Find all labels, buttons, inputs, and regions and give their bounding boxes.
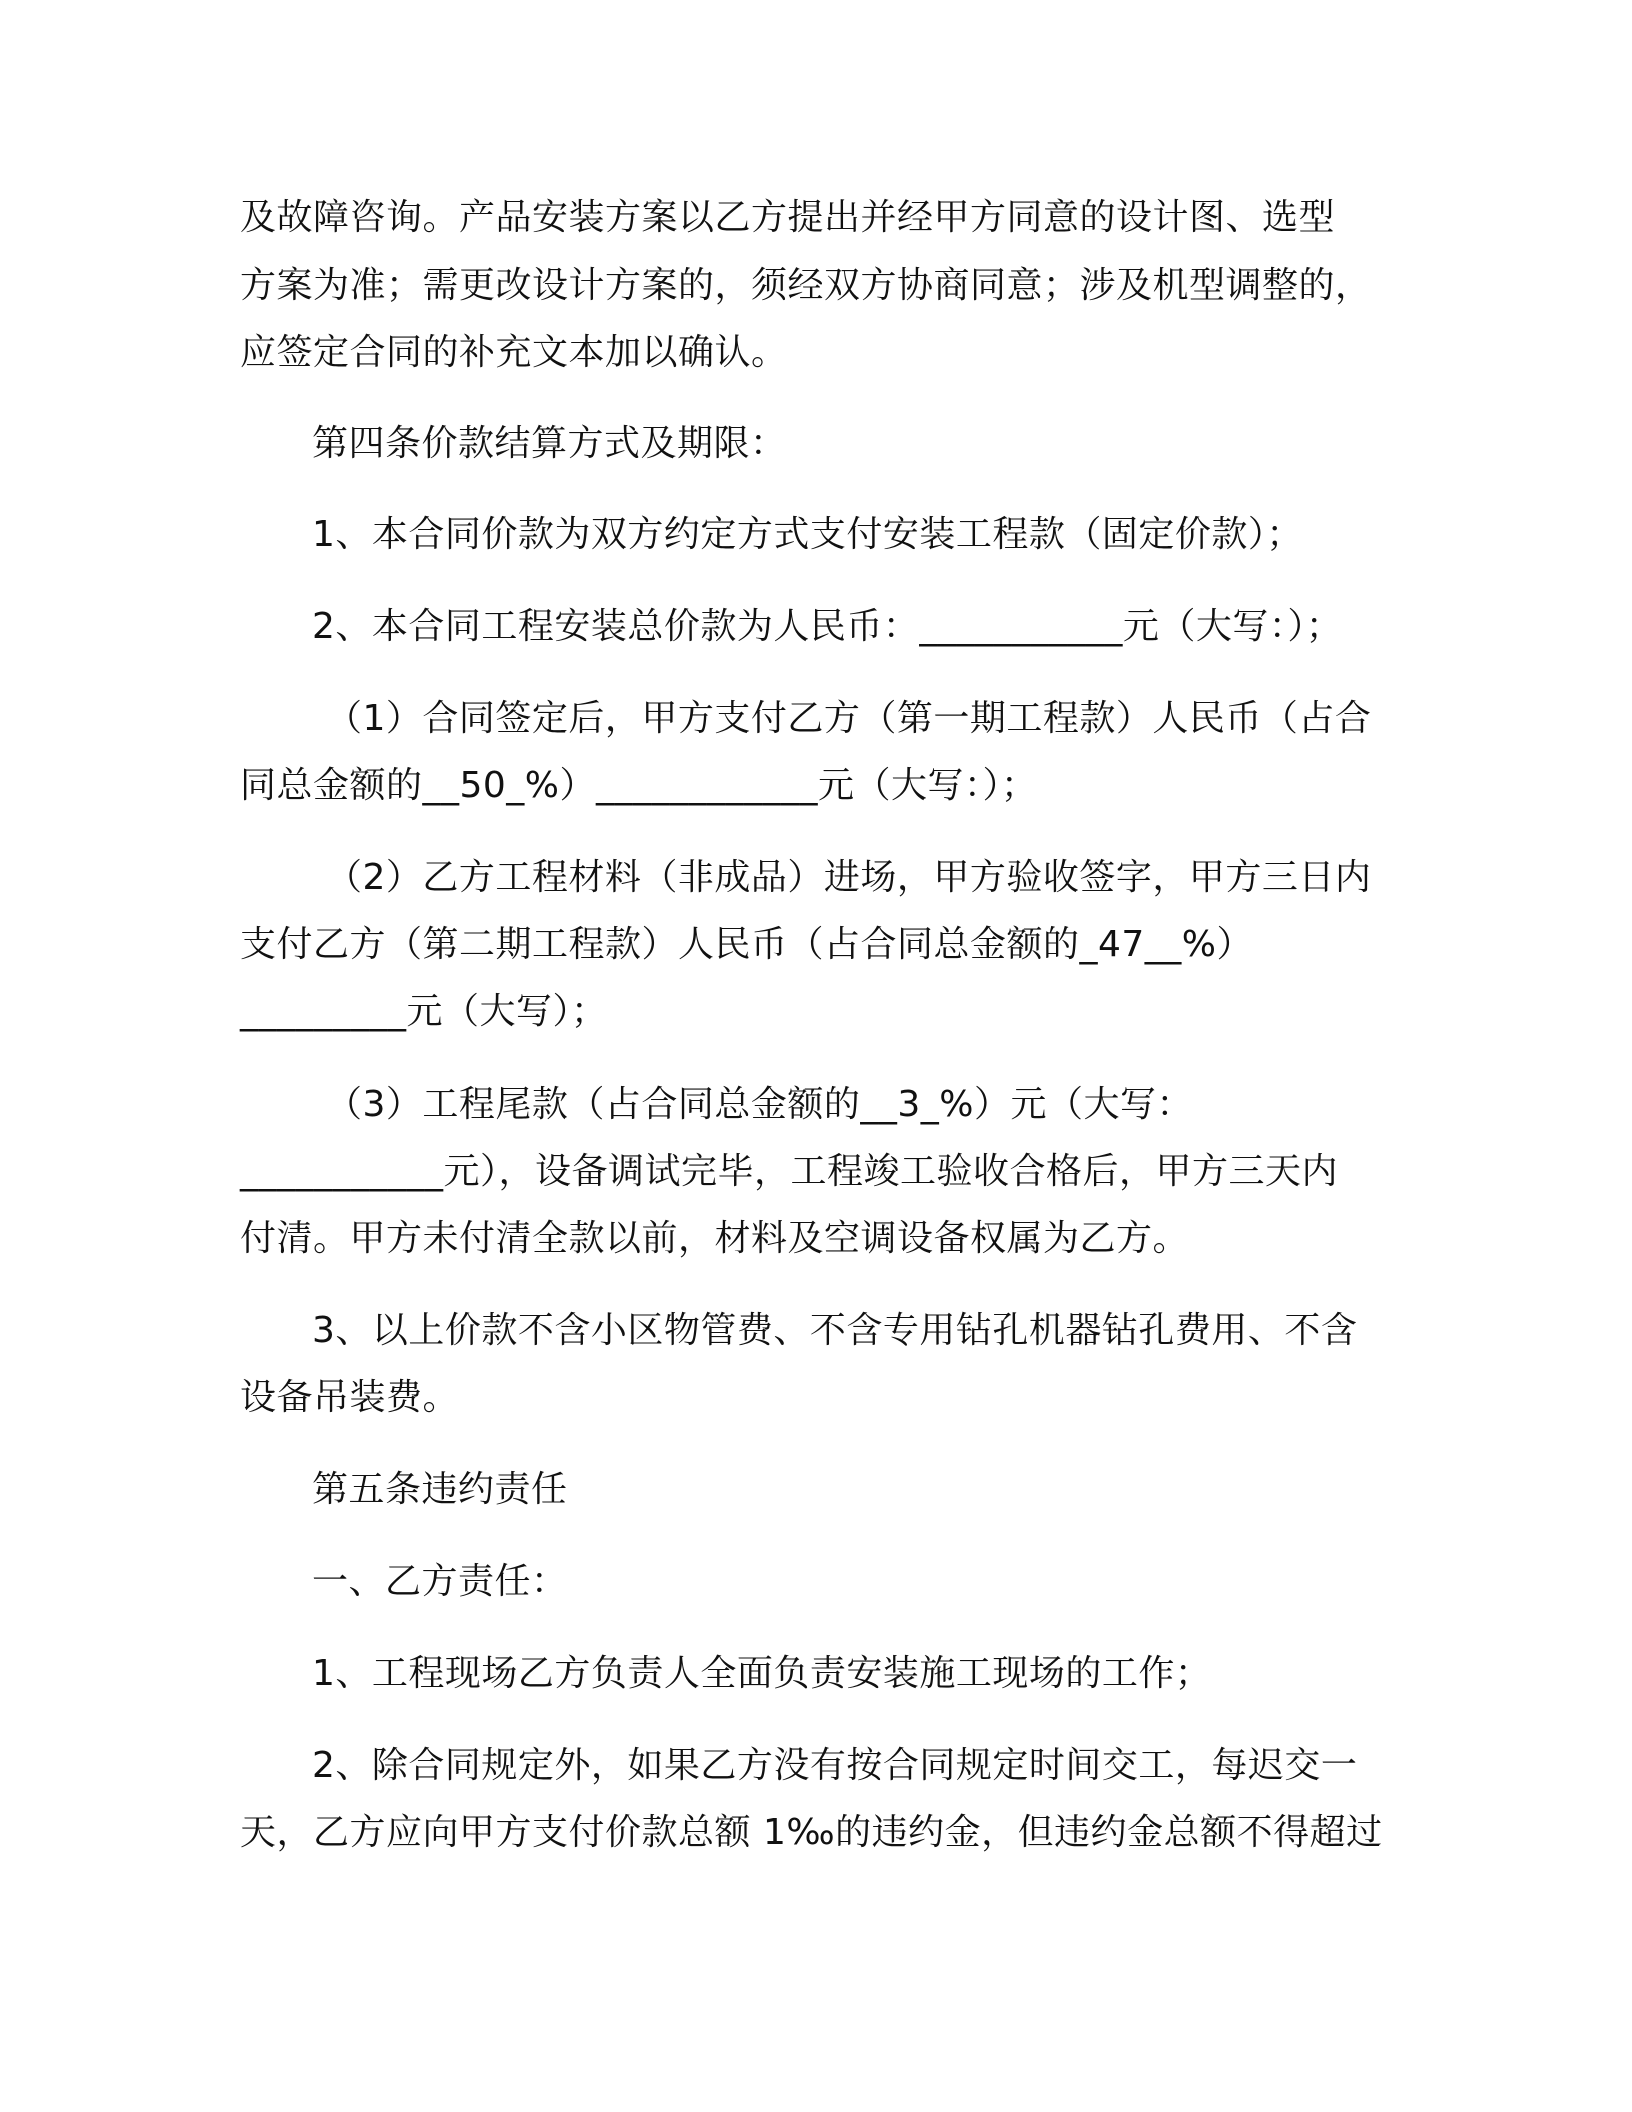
- clause-5-2-line-2: 天，乙方应向甲方支付价款总额 1‰的违约金，但违约金总额不得超过: [240, 1812, 1383, 1853]
- text-line-3: 应签定合同的补充文本加以确认。: [240, 332, 788, 373]
- text-line-2: 方案为准；需更改设计方案的，须经双方协商同意；涉及机型调整的，: [240, 265, 1372, 306]
- clause-4-2-2-line-2: 支付乙方（第二期工程款）人民币（占合同总金额的_47__%）: [240, 924, 1254, 965]
- clause-5-2-line-1: 2、除合同规定外，如果乙方没有按合同规定时间交工，每迟交一: [312, 1745, 1358, 1786]
- clause-4-2-1-line-1: （1）合同签定后，甲方支付乙方（第一期工程款）人民币（占合: [326, 698, 1372, 739]
- clause-4-2-3-line-3: 付清。甲方未付清全款以前，材料及空调设备权属为乙方。: [240, 1218, 1190, 1259]
- clause-4-2-2-line-3: _________元（大写）；: [240, 991, 608, 1032]
- clause-5-1: 1、工程现场乙方负责人全面负责安装施工现场的工作；: [312, 1653, 1212, 1694]
- clause-4-3-line-2: 设备吊装费。: [240, 1377, 460, 1418]
- clause-4-1: 1、本合同价款为双方约定方式支付安装工程款（固定价款）；: [312, 514, 1303, 555]
- text-line-1: 及故障咨询。产品安装方案以乙方提出并经甲方同意的设计图、选型: [240, 197, 1336, 238]
- clause-4-2-1-line-2: 同总金额的__50_%）____________元（大写：）；: [240, 765, 1038, 806]
- section-heading-article-5: 第五条违约责任: [312, 1469, 568, 1510]
- subheading-party-b-responsibility: 一、乙方责任：: [312, 1561, 568, 1602]
- clause-4-2-3-line-1: （3）工程尾款（占合同总金额的__3_%）元（大写：: [326, 1084, 1194, 1125]
- clause-4-2-3-line-2: ___________元），设备调试完毕，工程竣工验收合格后，甲方三天内: [240, 1151, 1339, 1192]
- clause-4-3-line-1: 3、以上价款不含小区物管费、不含专用钻孔机器钻孔费用、不含: [312, 1310, 1358, 1351]
- clause-4-2: 2、本合同工程安装总价款为人民币：___________元（大写：）；: [312, 606, 1343, 647]
- clause-4-2-2-line-1: （2）乙方工程材料（非成品）进场，甲方验收签字，甲方三日内: [326, 857, 1372, 898]
- section-heading-article-4: 第四条价款结算方式及期限：: [312, 423, 787, 464]
